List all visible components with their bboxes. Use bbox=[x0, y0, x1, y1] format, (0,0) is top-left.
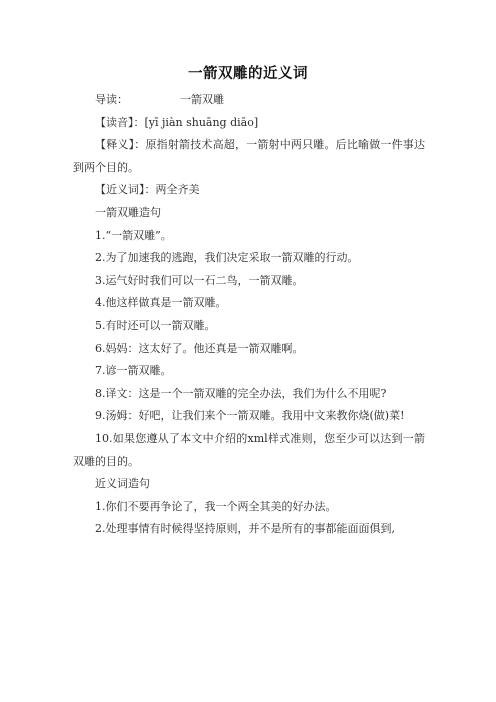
definition-paragraph: 【释义】：原指射箭技术高超，一箭射中两只雕。后比喻做一件事达到两个目的。 bbox=[73, 138, 425, 174]
synonym-paragraph: 【近义词】：两全齐美 bbox=[95, 183, 200, 197]
example-sentence: 1.“一箭双雕”。 bbox=[95, 228, 172, 242]
example-sentence: 2.为了加速我的逃跑，我们决定采取一箭双雕的行动。 bbox=[95, 251, 359, 265]
example-sentence: 5.有时还可以一箭双雕。 bbox=[95, 318, 216, 332]
section-heading: 近义词造句 bbox=[95, 477, 150, 491]
example-sentence: 7.谚一箭双雕。 bbox=[95, 364, 172, 378]
example-sentence: 2.处理事情有时候得坚持原则，并不是所有的事都能面面俱到, bbox=[95, 522, 395, 536]
intro-label: 导读： bbox=[95, 93, 128, 106]
section-heading: 一箭双雕造句 bbox=[95, 205, 161, 219]
document-title: 一箭双雕的近义词 bbox=[188, 66, 308, 82]
example-sentence: 8.译文：这是一个一箭双雕的完全办法，我们为什么不用呢? bbox=[95, 386, 387, 400]
example-sentence: 3.运气好时我们可以一石二鸟，一箭双雕。 bbox=[95, 273, 304, 287]
example-sentence: 9.汤姆：好吧，让我们来个一箭双雕。我用中文来教你烧(做)菜! bbox=[95, 409, 405, 423]
example-sentence: 4.他这样做真是一箭双雕。 bbox=[95, 296, 227, 310]
intro-text: 一箭双雕 bbox=[180, 93, 224, 106]
example-sentence: 10.如果您遵从了本文中介绍的xml样式准则，您至少可以达到一箭双雕的目的。 bbox=[73, 431, 425, 468]
example-sentence: 6.妈妈：这太好了。他还真是一箭双雕啊。 bbox=[95, 341, 304, 355]
pronunciation-paragraph: 【读音】：[yī jiàn shuāng diāo] bbox=[95, 115, 259, 129]
intro-paragraph bbox=[73, 89, 425, 112]
document-body bbox=[73, 89, 425, 541]
example-sentence: 1.你们不要再争论了，我一个两全其美的好办法。 bbox=[95, 499, 337, 513]
